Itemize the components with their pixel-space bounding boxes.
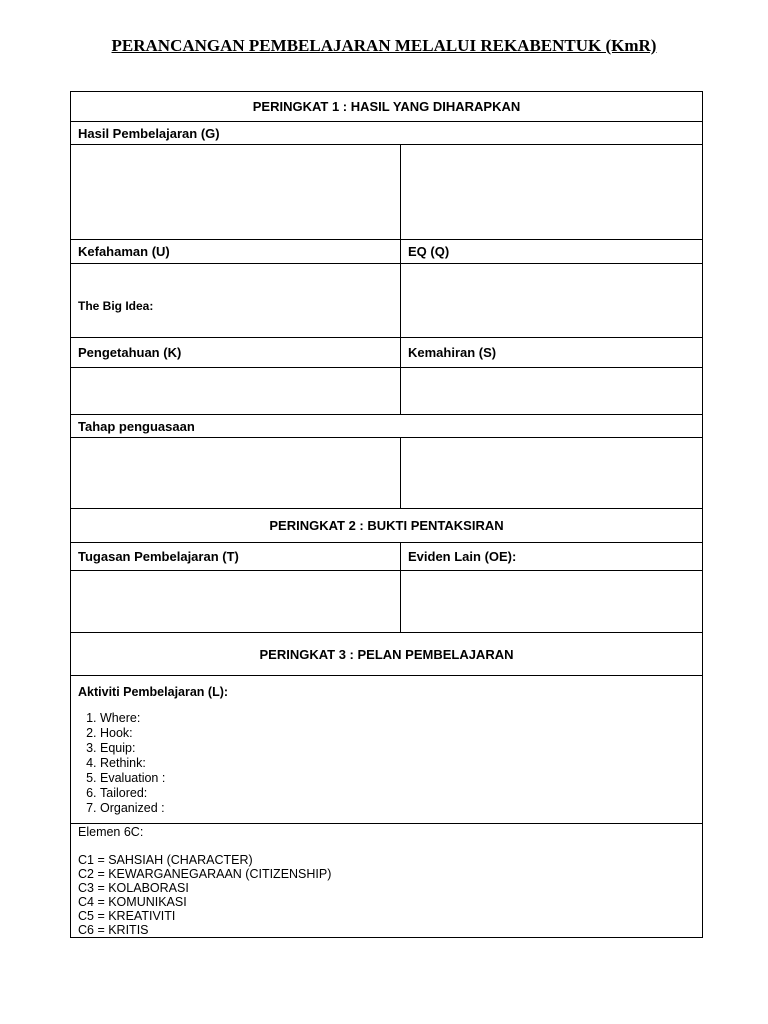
- stage-3-heading: PERINGKAT 3 : PELAN PEMBELAJARAN: [71, 633, 703, 676]
- mastery-level-right-cell[interactable]: [401, 438, 703, 509]
- other-evidence-cell[interactable]: [401, 571, 703, 633]
- elemen-item: C4 = KOMUNIKASI: [78, 895, 187, 909]
- activity-item: 2. Hook:: [100, 726, 695, 741]
- essential-question-label: EQ (Q): [401, 240, 703, 264]
- understanding-label: Kefahaman (U): [71, 240, 401, 264]
- stage-2-header-row: [71, 509, 703, 543]
- activity-item: 1. Where:: [100, 711, 695, 726]
- elemen-item: C5 = KREATIVITI: [78, 909, 176, 923]
- activity-item: 4. Rethink:: [100, 756, 695, 771]
- learning-outcome-left-cell[interactable]: [71, 145, 401, 240]
- mastery-level-left-cell[interactable]: [71, 438, 401, 509]
- knowledge-label: Pengetahuan (K): [71, 338, 401, 368]
- elemen-item: C6 = KRITIS: [78, 923, 149, 937]
- activity-item: 5. Evaluation :: [100, 771, 695, 786]
- elemen-6c-title: Elemen 6C:: [78, 825, 144, 839]
- mastery-level-label: Tahap penguasaan: [71, 415, 703, 438]
- learning-outcome-right-cell[interactable]: [401, 145, 703, 240]
- stage-1-heading: PERINGKAT 1 : HASIL YANG DIHARAPKAN: [71, 92, 703, 122]
- big-idea-cell[interactable]: [71, 264, 401, 338]
- elemen-item: C3 = KOLABORASI: [78, 881, 189, 895]
- skills-cell[interactable]: [401, 368, 703, 415]
- knowledge-cell[interactable]: [71, 368, 401, 415]
- stage-2-heading: PERINGKAT 2 : BUKTI PENTAKSIRAN: [71, 509, 703, 543]
- planning-form-table: [70, 91, 703, 938]
- learning-activities-label: Aktiviti Pembelajaran (L):: [78, 684, 229, 699]
- stage-3-header-row: [71, 633, 703, 676]
- essential-question-cell[interactable]: [401, 264, 703, 338]
- learning-activities-cell[interactable]: [71, 676, 703, 824]
- activity-item: 6. Tailored:: [100, 786, 695, 801]
- elemen-6c-cell: [71, 824, 703, 938]
- skills-label: Kemahiran (S): [401, 338, 703, 368]
- activity-item: 3. Equip:: [100, 741, 695, 756]
- other-evidence-label: Eviden Lain (OE):: [401, 543, 703, 571]
- activity-list: [78, 711, 695, 816]
- elemen-6c-block: [78, 824, 695, 937]
- learning-outcome-label: Hasil Pembelajaran (G): [71, 122, 703, 145]
- learning-task-label: Tugasan Pembelajaran (T): [71, 543, 401, 571]
- elemen-item: C1 = SAHSIAH (CHARACTER): [78, 853, 253, 867]
- big-idea-label: The Big Idea:: [78, 298, 154, 313]
- document-title: PERANCANGAN PEMBELAJARAN MELALUI REKABENTUK (KmR): [111, 36, 657, 55]
- elemen-item: C2 = KEWARGANEGARAAN (CITIZENSHIP): [78, 867, 332, 881]
- learning-task-cell[interactable]: [71, 571, 401, 633]
- stage-1-header-row: [71, 92, 703, 122]
- activity-item: 7. Organized :: [100, 801, 695, 816]
